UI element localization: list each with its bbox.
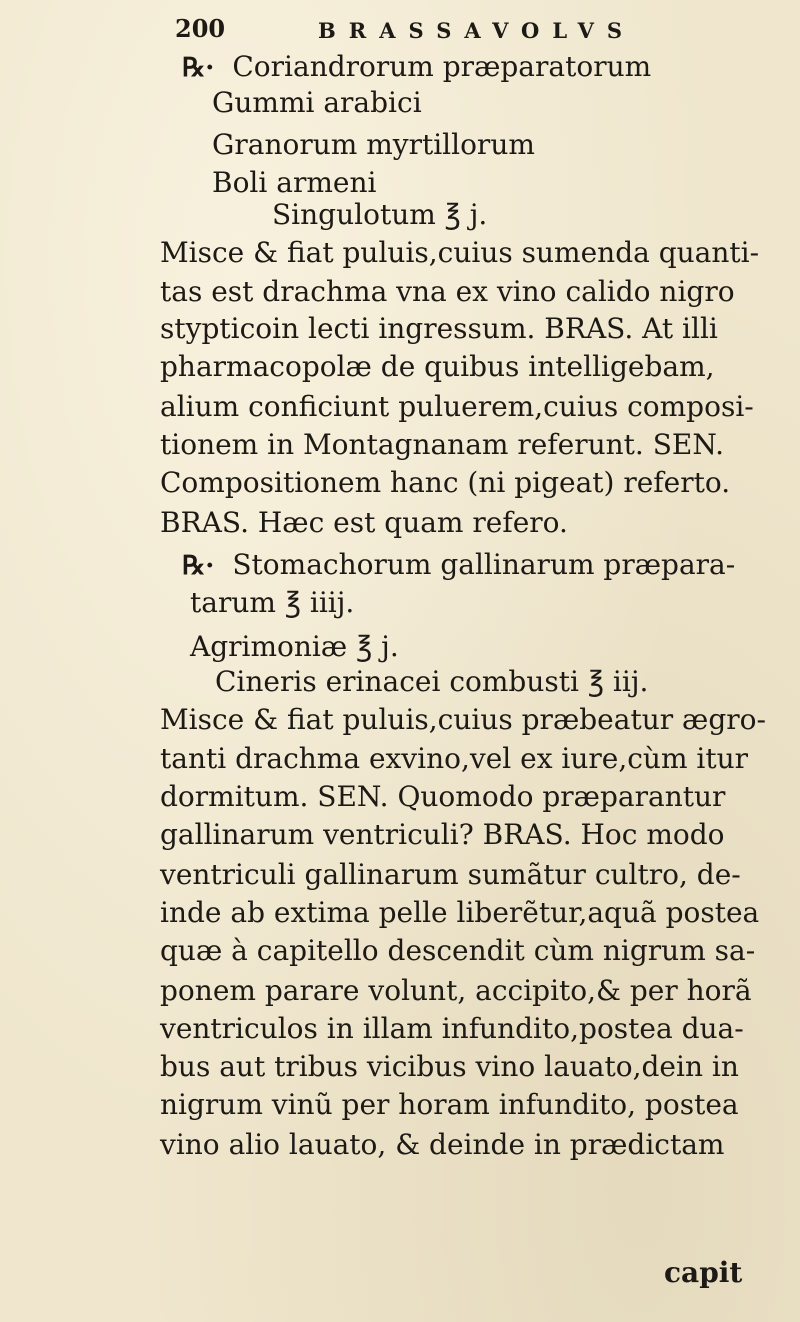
text-line: pharmacopolæ de quibus intelligebam, [160, 350, 715, 383]
text-line: quæ à capitello descendit cùm nigrum sa- [160, 934, 756, 967]
catchword: capit [664, 1256, 743, 1289]
text-line: inde ab extima pelle liberẽtur,aquã postea [160, 896, 760, 929]
recipe-item: Cineris erinacei combusti ℥ iij. [215, 665, 649, 698]
text-line: nigrum vinũ per horam infundito, postea [160, 1088, 739, 1121]
recipe-item: Boli armeni [212, 166, 377, 199]
page-header [0, 10, 800, 50]
text-line: dormitum. SEN. Quomodo præparantur [160, 780, 726, 813]
recipe-line [182, 50, 651, 85]
text-line: vino alio lauato, & deinde in prædictam [160, 1128, 725, 1161]
page-number: 200 [175, 14, 226, 43]
text-line: ventriculos in illam infundito,postea dua- [160, 1012, 744, 1045]
running-head: BRASSAVOLVS [318, 18, 636, 43]
text-line: Misce & fiat puluis,cuius sumenda quanti- [160, 236, 760, 269]
recipe-symbol-icon: ℞· [182, 53, 215, 83]
text-line: BRAS. Hæc est quam refero. [160, 506, 568, 539]
text-line: tionem in Montagnanam referunt. SEN. [160, 428, 724, 461]
text-line: tas est drachma vna ex vino calido nigro [160, 275, 735, 308]
text-line: Compositionem hanc (ni pigeat) referto. [160, 466, 731, 499]
text-line: tanti drachma exvino,vel ex iure,cùm itur [160, 742, 749, 775]
text-line: ventriculi gallinarum sumãtur cultro, de- [160, 858, 741, 891]
recipe-symbol-icon: ℞· [182, 551, 215, 581]
text-line: gallinarum ventriculi? BRAS. Hoc modo [160, 818, 725, 851]
recipe-item: Coriandrorum præparatorum [232, 50, 652, 83]
recipe-line [182, 548, 735, 583]
text-line: stypticoin lecti ingressum. BRAS. At illi [160, 312, 718, 345]
recipe-item: Granorum myrtillorum [212, 128, 535, 161]
recipe-item: Singulotum ℥ j. [272, 198, 488, 231]
text-line: Misce & fiat puluis,cuius præbeatur ægro- [160, 703, 766, 736]
recipe-item: tarum ℥ iiij. [190, 586, 355, 619]
text-line: alium conficiunt puluerem,cuius composi- [160, 390, 754, 423]
recipe-item: Agrimoniæ ℥ j. [190, 630, 399, 663]
text-line: bus aut tribus vicibus vino lauato,dein in [160, 1050, 739, 1083]
recipe-item: Stomachorum gallinarum præpara- [232, 548, 736, 581]
text-line: ponem parare volunt, accipito,& per horã [160, 974, 752, 1007]
recipe-item: Gummi arabici [212, 86, 422, 119]
